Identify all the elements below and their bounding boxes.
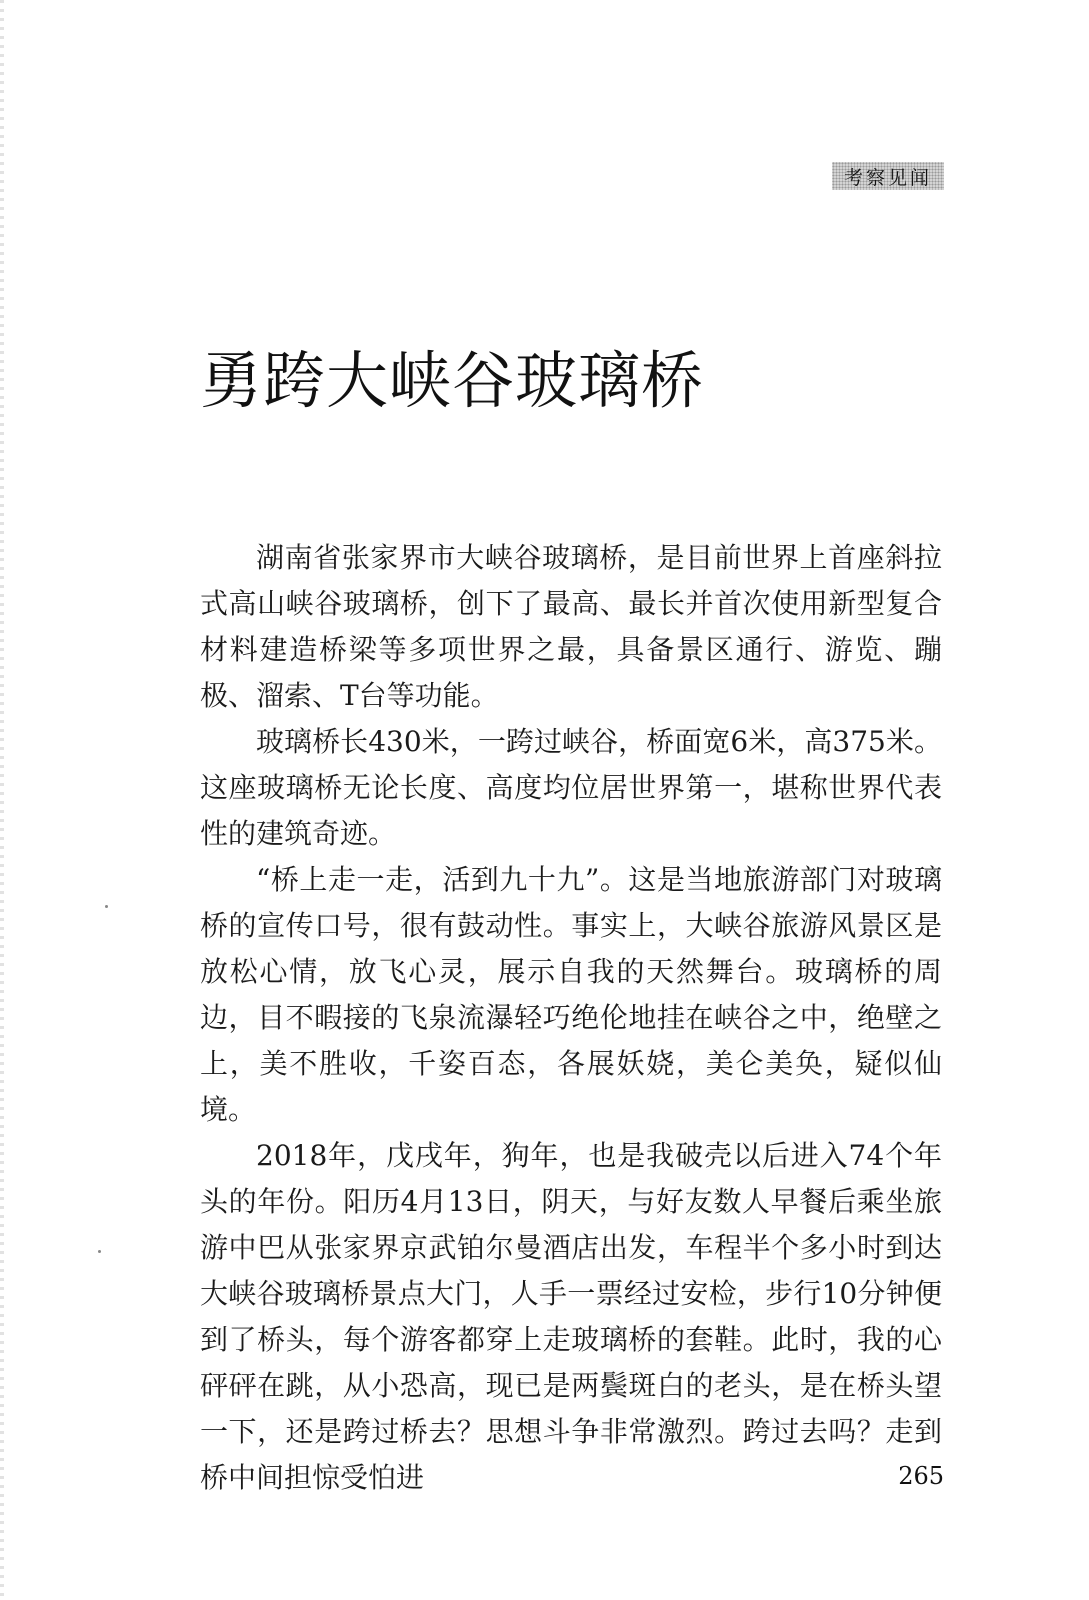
article-title: 勇跨大峡谷玻璃桥 [200,344,705,417]
paragraph-4: 2018年，戊戌年，狗年，也是我破壳以后进入74个年头的年份。阳历4月13日，阴天，与好友数人早餐后乘坐旅游中巴从张家界京武铂尔曼酒店出发，车程半个多小时到达大峡谷玻璃桥景点大门，人手一票经过安检，步行10分钟便到了桥头，每个游客都穿上走玻璃桥的套鞋。此时，我的心砰砰在跳，从小恐高，现已是两鬓斑白的老头，是在桥头望一下，还是跨过桥去？思想斗争非常激烈。跨过去吗？走到桥中间担惊受怕进 [200,1139,942,1494]
paragraph-1: 湖南省张家界市大峡谷玻璃桥，是目前世界上首座斜拉式高山峡谷玻璃桥，创下了最高、最长并首次使用新型复合材料建造桥梁等多项世界之最，具备景区通行、游览、蹦极、溜索、T台等功能。 [200,541,942,712]
paragraph-2: 玻璃桥长430米，一跨过峡谷，桥面宽6米，高375米。这座玻璃桥无论长度、高度均位居世界第一，堪称世界代表性的建筑奇迹。 [200,725,942,850]
page-edge [0,0,4,1600]
page-number: 265 [898,1462,944,1490]
paragraph-3: “桥上走一走，活到九十九”。这是当地旅游部门对玻璃桥的宣传口号，很有鼓动性。事实上，大峡谷旅游风景区是放松心情，放飞心灵，展示自我的天然舞台。玻璃桥的周边，目不暇接的飞泉流瀑轻巧绝伦地挂在峡谷之中，绝壁之上，美不胜收，千姿百态，各展妖娆，美仑美奂，疑似仙境。 [200,863,942,1126]
scan-speck [105,905,108,908]
article-body [200,535,942,1501]
scan-speck [98,1250,101,1253]
section-tag: 考察见闻 [832,162,944,190]
